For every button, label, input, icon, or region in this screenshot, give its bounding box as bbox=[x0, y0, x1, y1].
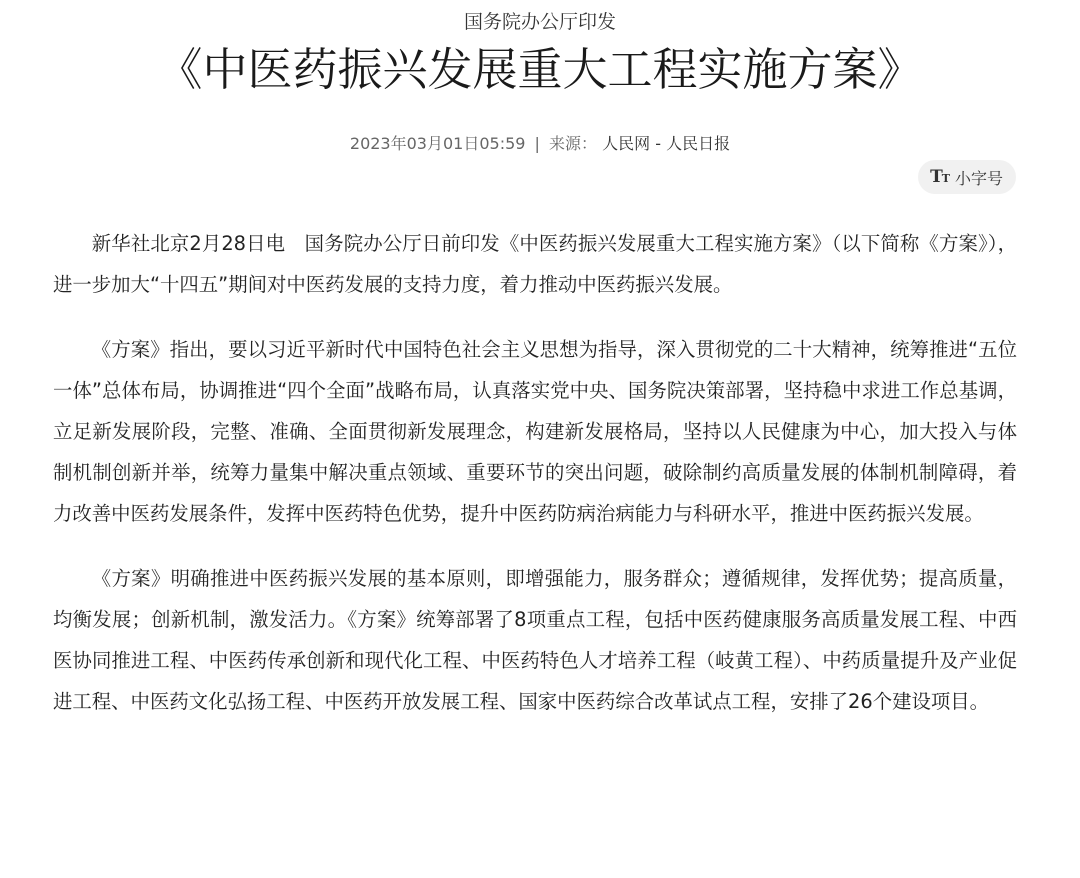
publish-datetime: 2023年03月01日05:59 bbox=[349, 134, 526, 153]
article-title: 《中医药振兴发展重大工程实施方案》 bbox=[157, 43, 923, 96]
article-meta bbox=[0, 131, 1080, 157]
meta-separator: | bbox=[534, 134, 540, 153]
article-paragraph: 《方案》指出，要以习近平新时代中国特色社会主义思想为指导，深入贯彻党的二十大精神，统筹推进“五位一体”总体布局，协调推进“四个全面”战略布局，认真落实党中央、国务院决策部署，坚持稳中求进工作总基调，立足新发展阶段，完整、准确、全面贯彻新发展理念，构建新发展格局，坚持以人民健康为中心，加大投入与体制机制创新并举，统筹力量集中解决重点领域、重要环节的突出问题，破除制约高质量发展的体制机制障碍，着力改善中医药发展条件，发挥中医药特色优势，提升中医药防病治病能力与科研水平，推进中医药振兴发展。 bbox=[53, 338, 1017, 525]
article-body bbox=[53, 223, 1017, 746]
source-label: 来源： bbox=[549, 134, 598, 153]
text-size-icon: TT bbox=[930, 167, 949, 187]
article-kicker: 国务院办公厅印发 bbox=[463, 11, 616, 33]
font-size-toggle-button[interactable] bbox=[918, 160, 1016, 194]
article-paragraph: 《方案》明确推进中医药振兴发展的基本原则，即增强能力，服务群众；遵循规律，发挥优势；提高质量，均衡发展；创新机制，激发活力。《方案》统筹部署了8项重点工程，包括中医药健康服务高质量发展工程、中西医协同推进工程、中医药传承创新和现代化工程、中医药特色人才培养工程（岐黄工程）、中药质量提升及产业促进工程、中医药文化弘扬工程、中医药开放发展工程、国家中医药综合改革试点工程，安排了26个建设项目。 bbox=[53, 567, 1017, 713]
font-size-toggle-label: 小字号 bbox=[954, 168, 1003, 188]
source-value: 人民网 - 人民日报 bbox=[602, 134, 731, 153]
article-paragraph: 新华社北京2月28日电 国务院办公厅日前印发《中医药振兴发展重大工程实施方案》（以下简称《方案》），进一步加大“十四五”期间对中医药发展的支持力度，着力推动中医药振兴发展。 bbox=[53, 232, 1017, 296]
